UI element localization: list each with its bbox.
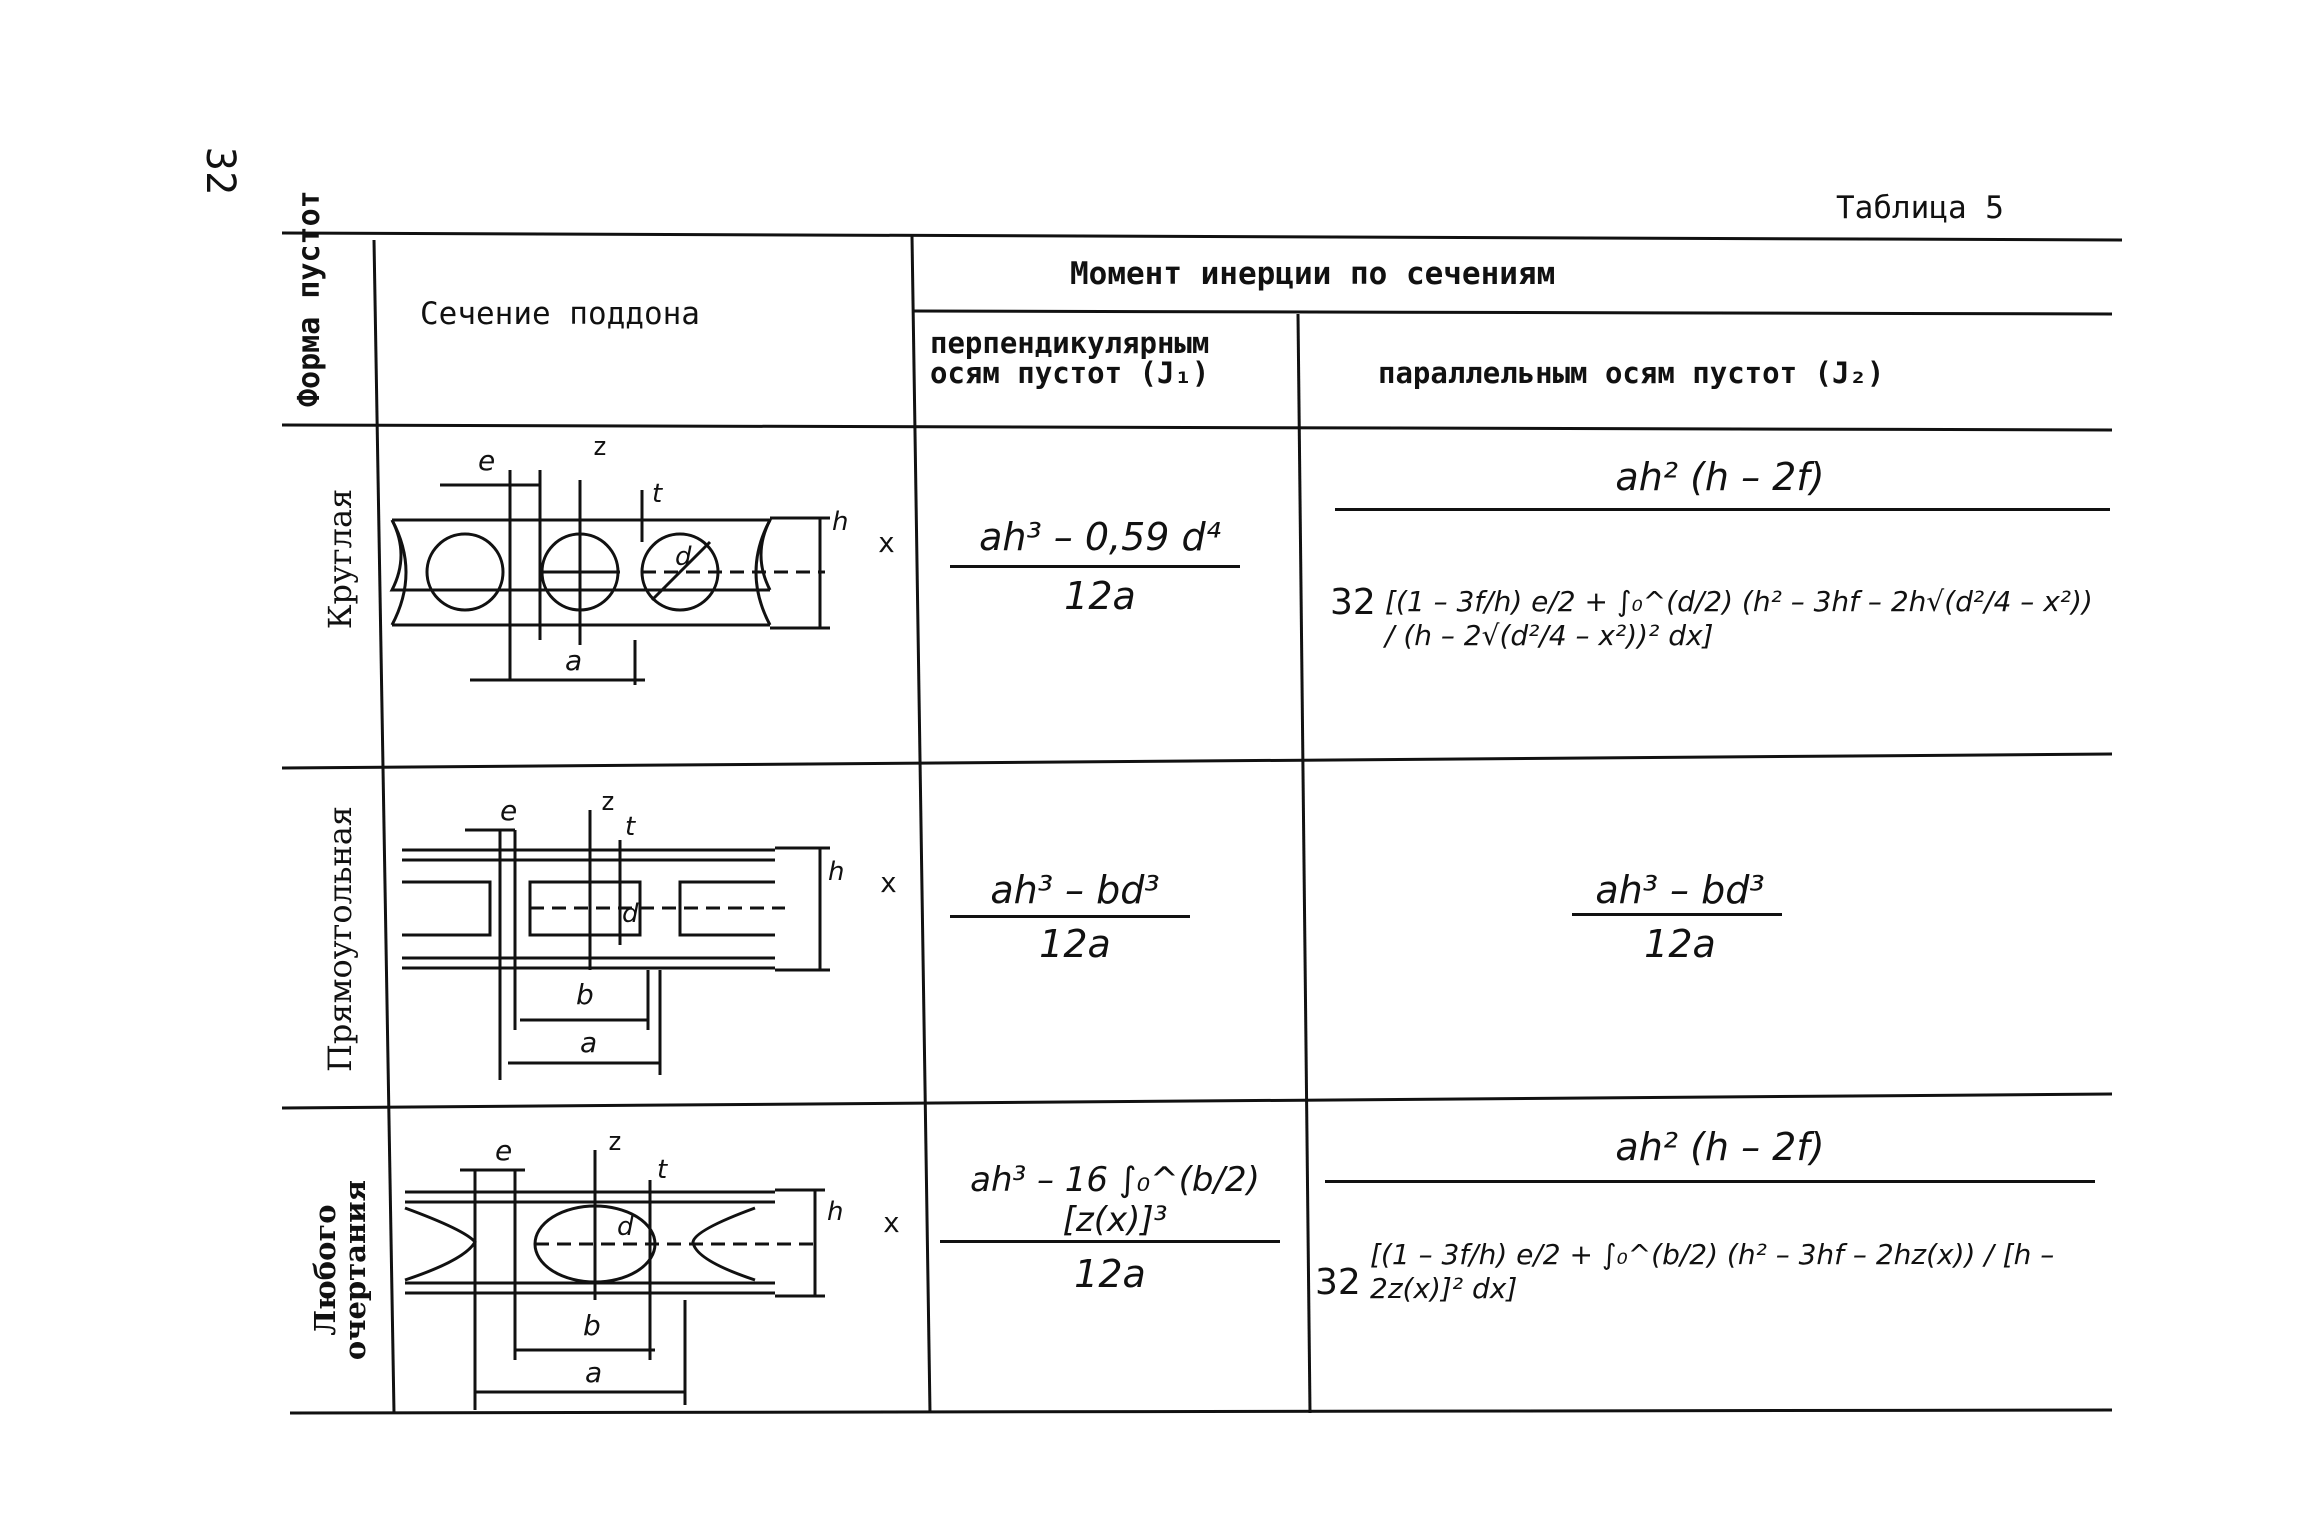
label-x: x — [878, 526, 895, 559]
diagram-any — [395, 1120, 915, 1410]
j1-round-numerator: ah³ – 0,59 d⁴ — [979, 515, 1221, 559]
page-number: 32 — [197, 146, 244, 196]
row-shape-any-line1: Любого — [308, 1204, 342, 1336]
header-perpendicular-2: осям пустот (J₁) — [930, 356, 1210, 390]
j1-rect-denominator: 12a — [1039, 922, 1111, 966]
j2-rect-numerator: ah³ – bd³ — [1595, 868, 1765, 912]
diagram-rect — [390, 780, 910, 1100]
diagram-round — [380, 430, 910, 760]
table-label: Таблица 5 — [1836, 190, 2004, 226]
j1-round-fraction-bar — [950, 565, 1240, 568]
label-e-any: e — [495, 1134, 513, 1167]
j1-rect-fraction-bar — [950, 915, 1190, 918]
header-perpendicular-1: перпендикулярным — [930, 326, 1210, 360]
label-b-any: b — [583, 1309, 601, 1342]
row-shape-round: Круглая — [321, 488, 359, 630]
j2-rect-fraction-bar — [1572, 913, 1782, 916]
label-t-rect: t — [625, 812, 636, 842]
row-shape-rect: Прямоугольная — [321, 806, 359, 1072]
header-section: Сечение поддона — [420, 296, 700, 332]
header-parallel: параллельным осям пустот (J₂) — [1378, 356, 1885, 390]
label-x-rect: x — [880, 866, 897, 899]
j1-any-fraction-bar — [940, 1240, 1280, 1243]
label-z-rect: z — [600, 787, 616, 817]
label-h-rect: h — [828, 857, 845, 887]
j1-round-denominator: 12a — [1064, 574, 1136, 618]
j2-round-denominator-prefix: 32 — [1330, 582, 1376, 623]
j2-round-fraction-bar — [1335, 508, 2110, 511]
j2-any-fraction-bar — [1325, 1180, 2095, 1183]
label-a-rect: a — [580, 1026, 598, 1059]
label-z-any: z — [607, 1127, 623, 1157]
label-e: e — [478, 444, 496, 477]
label-t: t — [652, 479, 663, 509]
j2-round-denominator: [(1 – 3f/h) e/2 + ∫₀^(d/2) (h² – 3hf – 2h√(d²/4 – x²)) / (h – 2√(d²/4 – x²))² dx] — [1385, 585, 2093, 652]
label-b-rect: b — [576, 978, 594, 1011]
j2-any-denominator: [(1 – 3f/h) e/2 + ∫₀^(b/2) (h² – 3hf – 2hz(x)) / [h – 2z(x)]² dx] — [1370, 1238, 2055, 1305]
label-h-any: h — [827, 1197, 844, 1227]
j2-rect-denominator: 12a — [1644, 922, 1716, 966]
j1-any-numerator: ah³ – 16 ∫₀^(b/2) [z(x)]³ — [970, 1160, 1260, 1240]
label-h: h — [832, 507, 849, 537]
header-void-shape: Форма пустот — [292, 190, 327, 407]
label-a-any: a — [585, 1356, 603, 1389]
label-a: a — [565, 644, 583, 677]
j1-any-denominator: 12a — [1074, 1252, 1146, 1296]
label-d: d — [675, 542, 692, 572]
j2-round-numerator: ah² (h – 2f) — [1615, 455, 1825, 499]
label-t-any: t — [657, 1155, 668, 1185]
header-moment: Момент инерции по сечениям — [1070, 256, 1556, 292]
row-shape-any-line2: очертания — [338, 1179, 372, 1361]
label-x-any: x — [883, 1206, 900, 1239]
j1-rect-numerator: ah³ – bd³ — [990, 868, 1160, 912]
j2-any-numerator: ah² (h – 2f) — [1615, 1125, 1825, 1169]
label-e-rect: e — [500, 794, 518, 827]
label-d-rect: d — [622, 899, 639, 929]
j2-any-denominator-prefix: 32 — [1315, 1262, 1361, 1303]
label-z: z — [592, 432, 608, 462]
label-d-any: d — [617, 1212, 634, 1242]
row-shape-any — [310, 1170, 370, 1370]
